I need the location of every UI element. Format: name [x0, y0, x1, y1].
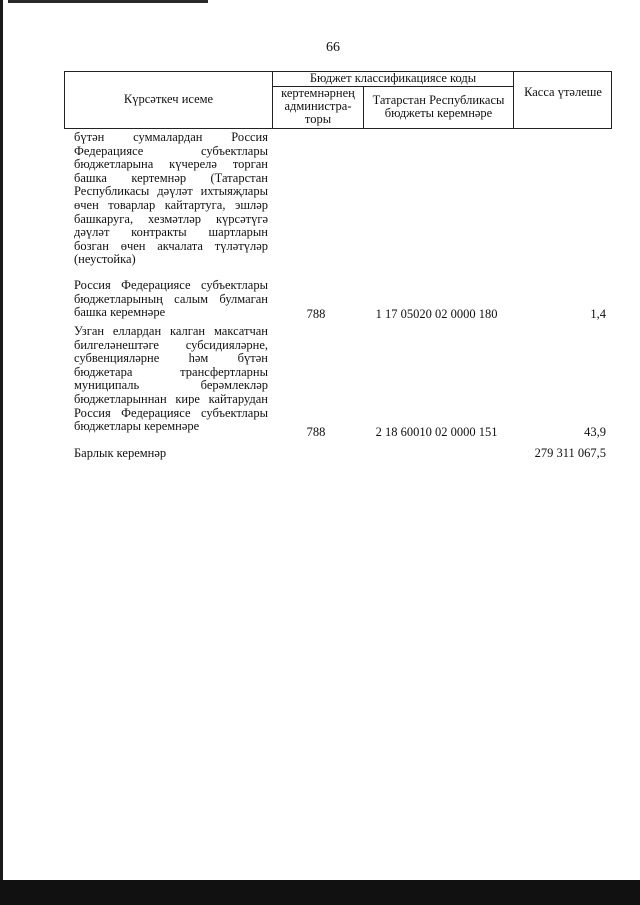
table-header	[64, 71, 612, 129]
row-2-amount: 1,4	[590, 307, 606, 321]
row-1-name: бүтән суммалардан Россия Федерациясе субъектлары бюджетларына күчерелә торган башка кертемнәр (Татарстан Республикасы дәүләт ихтыяҗлары өчен товарлар кайтартуга, эшләр башкаруга, хезмәтләр күрсәтүгә дәүләт контракты шартларын бозган өчен акчалата түләтүләр (неустойка)	[74, 130, 268, 267]
row-3-amount: 43,9	[584, 425, 606, 439]
row-2-name: Россия Федерациясе субъектлары бюджетларының салым булмаган башка керемнәре	[74, 278, 268, 320]
scan-edge-top	[8, 0, 208, 3]
header-budget-classification: Бюджет классификациясе коды	[309, 71, 477, 85]
header-administrator: кертемнәрнең администра-торы	[281, 86, 355, 126]
row-2-code: 1 17 05020 02 0000 180	[375, 307, 498, 321]
row-3-code: 2 18 60010 02 0000 151	[375, 425, 498, 439]
total-amount: 279 311 067,5	[534, 446, 606, 460]
page-number: 66	[326, 40, 340, 55]
row-3-admin: 788	[306, 425, 326, 439]
row-3-name: Узган еллардан калган максатчан билгеләнештәге субсидияләрне, субвенцияләрне һәм бүтән бюджетара трансфертларны муниципаль берәмлекләр бюджетларыннан кире кайтарудан Россия Федерациясе субъектлары бюджетлары керемнәре	[74, 324, 268, 434]
header-kassa: Касса үтәлеше	[524, 85, 602, 99]
header-tatarstan-revenues: Татарстан Республикасы бюджеты керемнәре	[372, 93, 505, 120]
header-divider	[513, 72, 514, 128]
total-label: Барлык керемнәр	[74, 446, 167, 460]
row-2-admin: 788	[306, 307, 326, 321]
scan-edge-left	[0, 0, 3, 905]
scan-edge-bottom	[0, 880, 640, 905]
header-indicator-name: Күрсәткеч исеме	[123, 92, 214, 106]
